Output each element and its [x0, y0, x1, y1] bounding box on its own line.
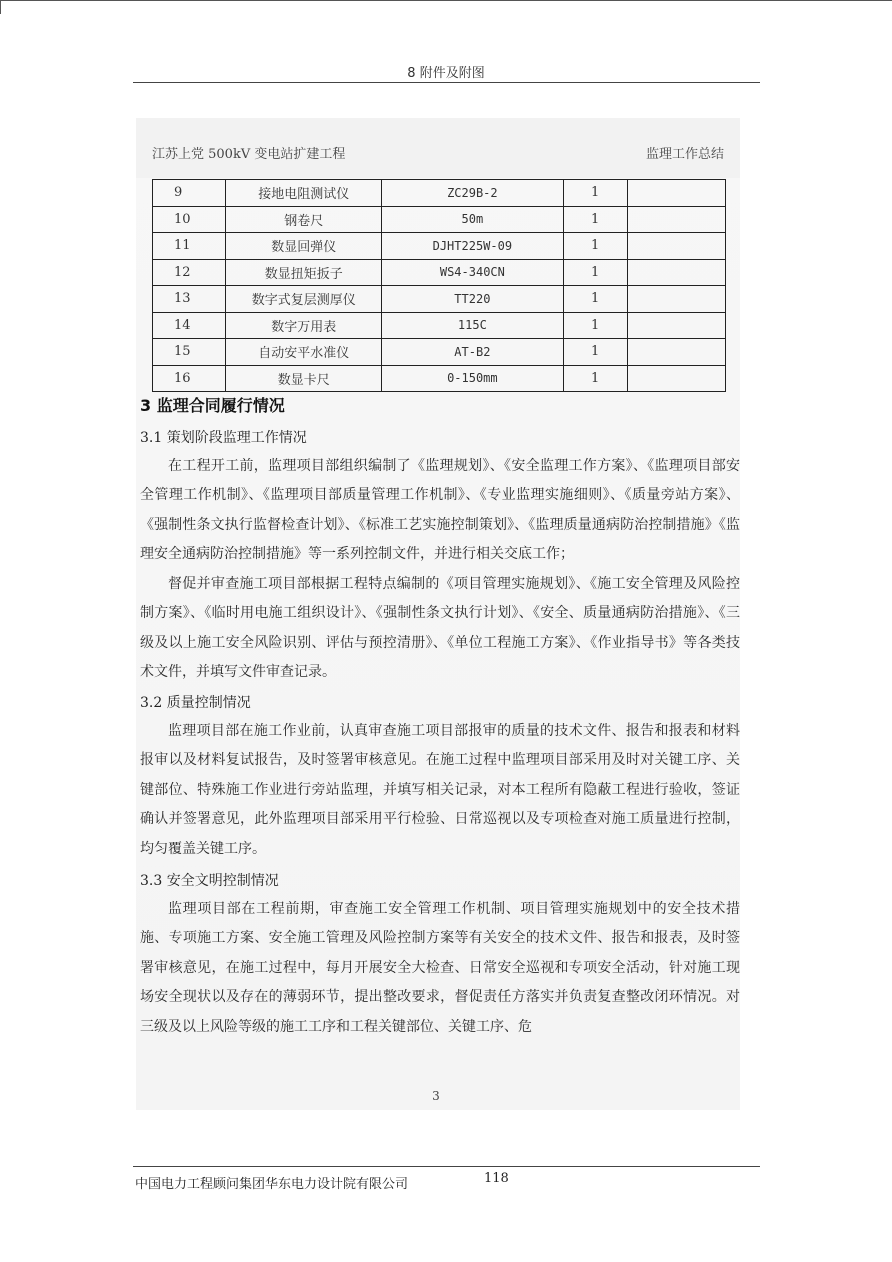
cell-equipment-name: 接地电阻测试仪	[226, 180, 382, 207]
cell-quantity: 1	[563, 339, 627, 366]
cell-quantity: 1	[563, 365, 627, 392]
cell-equipment-name: 自动安平水准仪	[226, 339, 382, 366]
section-3-1-title: 3.1 策划阶段监理工作情况	[140, 430, 307, 446]
section-3-2-paragraph-1: 监理项目部在施工作业前，认真审查施工项目部报审的质量的技术文件、报告和报表和材料报审以及材料复试报告，及时签署审核意见。在施工过程中监理项目部采用及时对关键工序、关键部位、特殊施工作业进行旁站监理，并填写相关记录，对本工程所有隐蔽工程进行验收，签证确认并签署意见，此外监理项目部采用平行检验、日常巡视以及专项检查对施工质量进行控制，均匀覆盖关键工序。	[140, 723, 740, 857]
cell-quantity: 1	[563, 286, 627, 313]
cell-remark	[627, 233, 725, 260]
cell-remark	[627, 206, 725, 233]
cell-number: 16	[153, 365, 226, 392]
cell-model: AT-B2	[382, 339, 563, 366]
cell-model: ZC29B-2	[382, 180, 563, 207]
cell-quantity: 1	[563, 206, 627, 233]
cell-equipment-name: 数字式复层测厚仪	[226, 286, 382, 313]
cell-number: 15	[153, 339, 226, 366]
cell-equipment-name: 数显回弹仪	[226, 233, 382, 260]
table-row	[153, 206, 726, 233]
cell-number: 14	[153, 312, 226, 339]
cell-number: 10	[153, 206, 226, 233]
table-row	[153, 286, 726, 313]
project-name: 江苏上党 500kV 变电站扩建工程	[152, 147, 346, 162]
cell-equipment-name: 数显扭矩扳子	[226, 259, 382, 286]
cell-quantity: 1	[563, 180, 627, 207]
footer-page-number: 118	[484, 1171, 509, 1186]
footer-divider	[133, 1166, 760, 1167]
cell-quantity: 1	[563, 259, 627, 286]
page-corner-mark	[0, 0, 1, 14]
cell-quantity: 1	[563, 312, 627, 339]
cell-model: 0-150mm	[382, 365, 563, 392]
inner-page-number: 3	[432, 1089, 440, 1103]
document-type: 监理工作总结	[646, 147, 725, 162]
equipment-table-body	[153, 180, 726, 392]
cell-number: 9	[153, 180, 226, 207]
equipment-table	[152, 179, 726, 392]
cell-number: 11	[153, 233, 226, 260]
cell-equipment-name: 数字万用表	[226, 312, 382, 339]
cell-remark	[627, 286, 725, 313]
cell-model: 50m	[382, 206, 563, 233]
header-divider	[133, 82, 760, 83]
section-3-title: 3 监理合同履行情况	[140, 396, 285, 415]
cell-model: 115C	[382, 312, 563, 339]
table-row	[153, 180, 726, 207]
cell-equipment-name: 钢卷尺	[226, 206, 382, 233]
table-row	[153, 365, 726, 392]
cell-equipment-name: 数显卡尺	[226, 365, 382, 392]
cell-quantity: 1	[563, 233, 627, 260]
cell-remark	[627, 180, 725, 207]
cell-remark	[627, 259, 725, 286]
section-3-3-title: 3.3 安全文明控制情况	[140, 873, 279, 889]
cell-remark	[627, 339, 725, 366]
table-row	[153, 312, 726, 339]
table-row	[153, 259, 726, 286]
table-row	[153, 233, 726, 260]
section-3-2-title: 3.2 质量控制情况	[140, 695, 251, 711]
page-header-title: 8 附件及附图	[407, 66, 485, 81]
cell-remark	[627, 312, 725, 339]
cell-number: 13	[153, 286, 226, 313]
footer-company: 中国电力工程顾问集团华东电力设计院有限公司	[135, 1177, 409, 1192]
cell-number: 12	[153, 259, 226, 286]
page-top-border	[0, 0, 892, 1]
cell-model: WS4-340CN	[382, 259, 563, 286]
section-3-1-paragraph-1: 在工程开工前，监理项目部组织编制了《监理规划》、《安全监理工作方案》、《监理项目部安全管理工作机制》、《监理项目部质量管理工作机制》、《专业监理实施细则》、《质量旁站方案》、《强制性条文执行监督检查计划》、《标准工艺实施控制策划》、《监理质量通病防治控制措施》《监理安全通病防治控制措施》等一系列控制文件，并进行相关交底工作；	[140, 458, 740, 563]
cell-model: TT220	[382, 286, 563, 313]
table-row	[153, 339, 726, 366]
section-3-1-paragraph-2: 督促并审查施工项目部根据工程特点编制的《项目管理实施规划》、《施工安全管理及风险控制方案》、《临时用电施工组织设计》、《强制性条文执行计划》、《安全、质量通病防治措施》、《三级及以上施工安全风险识别、评估与预控清册》、《单位工程施工方案》、《作业指导书》等各类技术文件，并填写文件审查记录。	[140, 576, 740, 681]
cell-remark	[627, 365, 725, 392]
cell-model: DJHT225W-09	[382, 233, 563, 260]
section-3-3-paragraph-1: 监理项目部在工程前期，审查施工安全管理工作机制、项目管理实施规划中的安全技术措施、专项施工方案、安全施工管理及风险控制方案等有关安全的技术文件、报告和报表，及时签署审核意见，在施工过程中，每月开展安全大检查、日常安全巡视和专项安全活动，针对施工现场安全现状以及存在的薄弱环节，提出整改要求，督促责任方落实并负责复查整改闭环情况。对三级及以上风险等级的施工工序和工程关键部位、关键工序、危	[140, 901, 740, 1035]
